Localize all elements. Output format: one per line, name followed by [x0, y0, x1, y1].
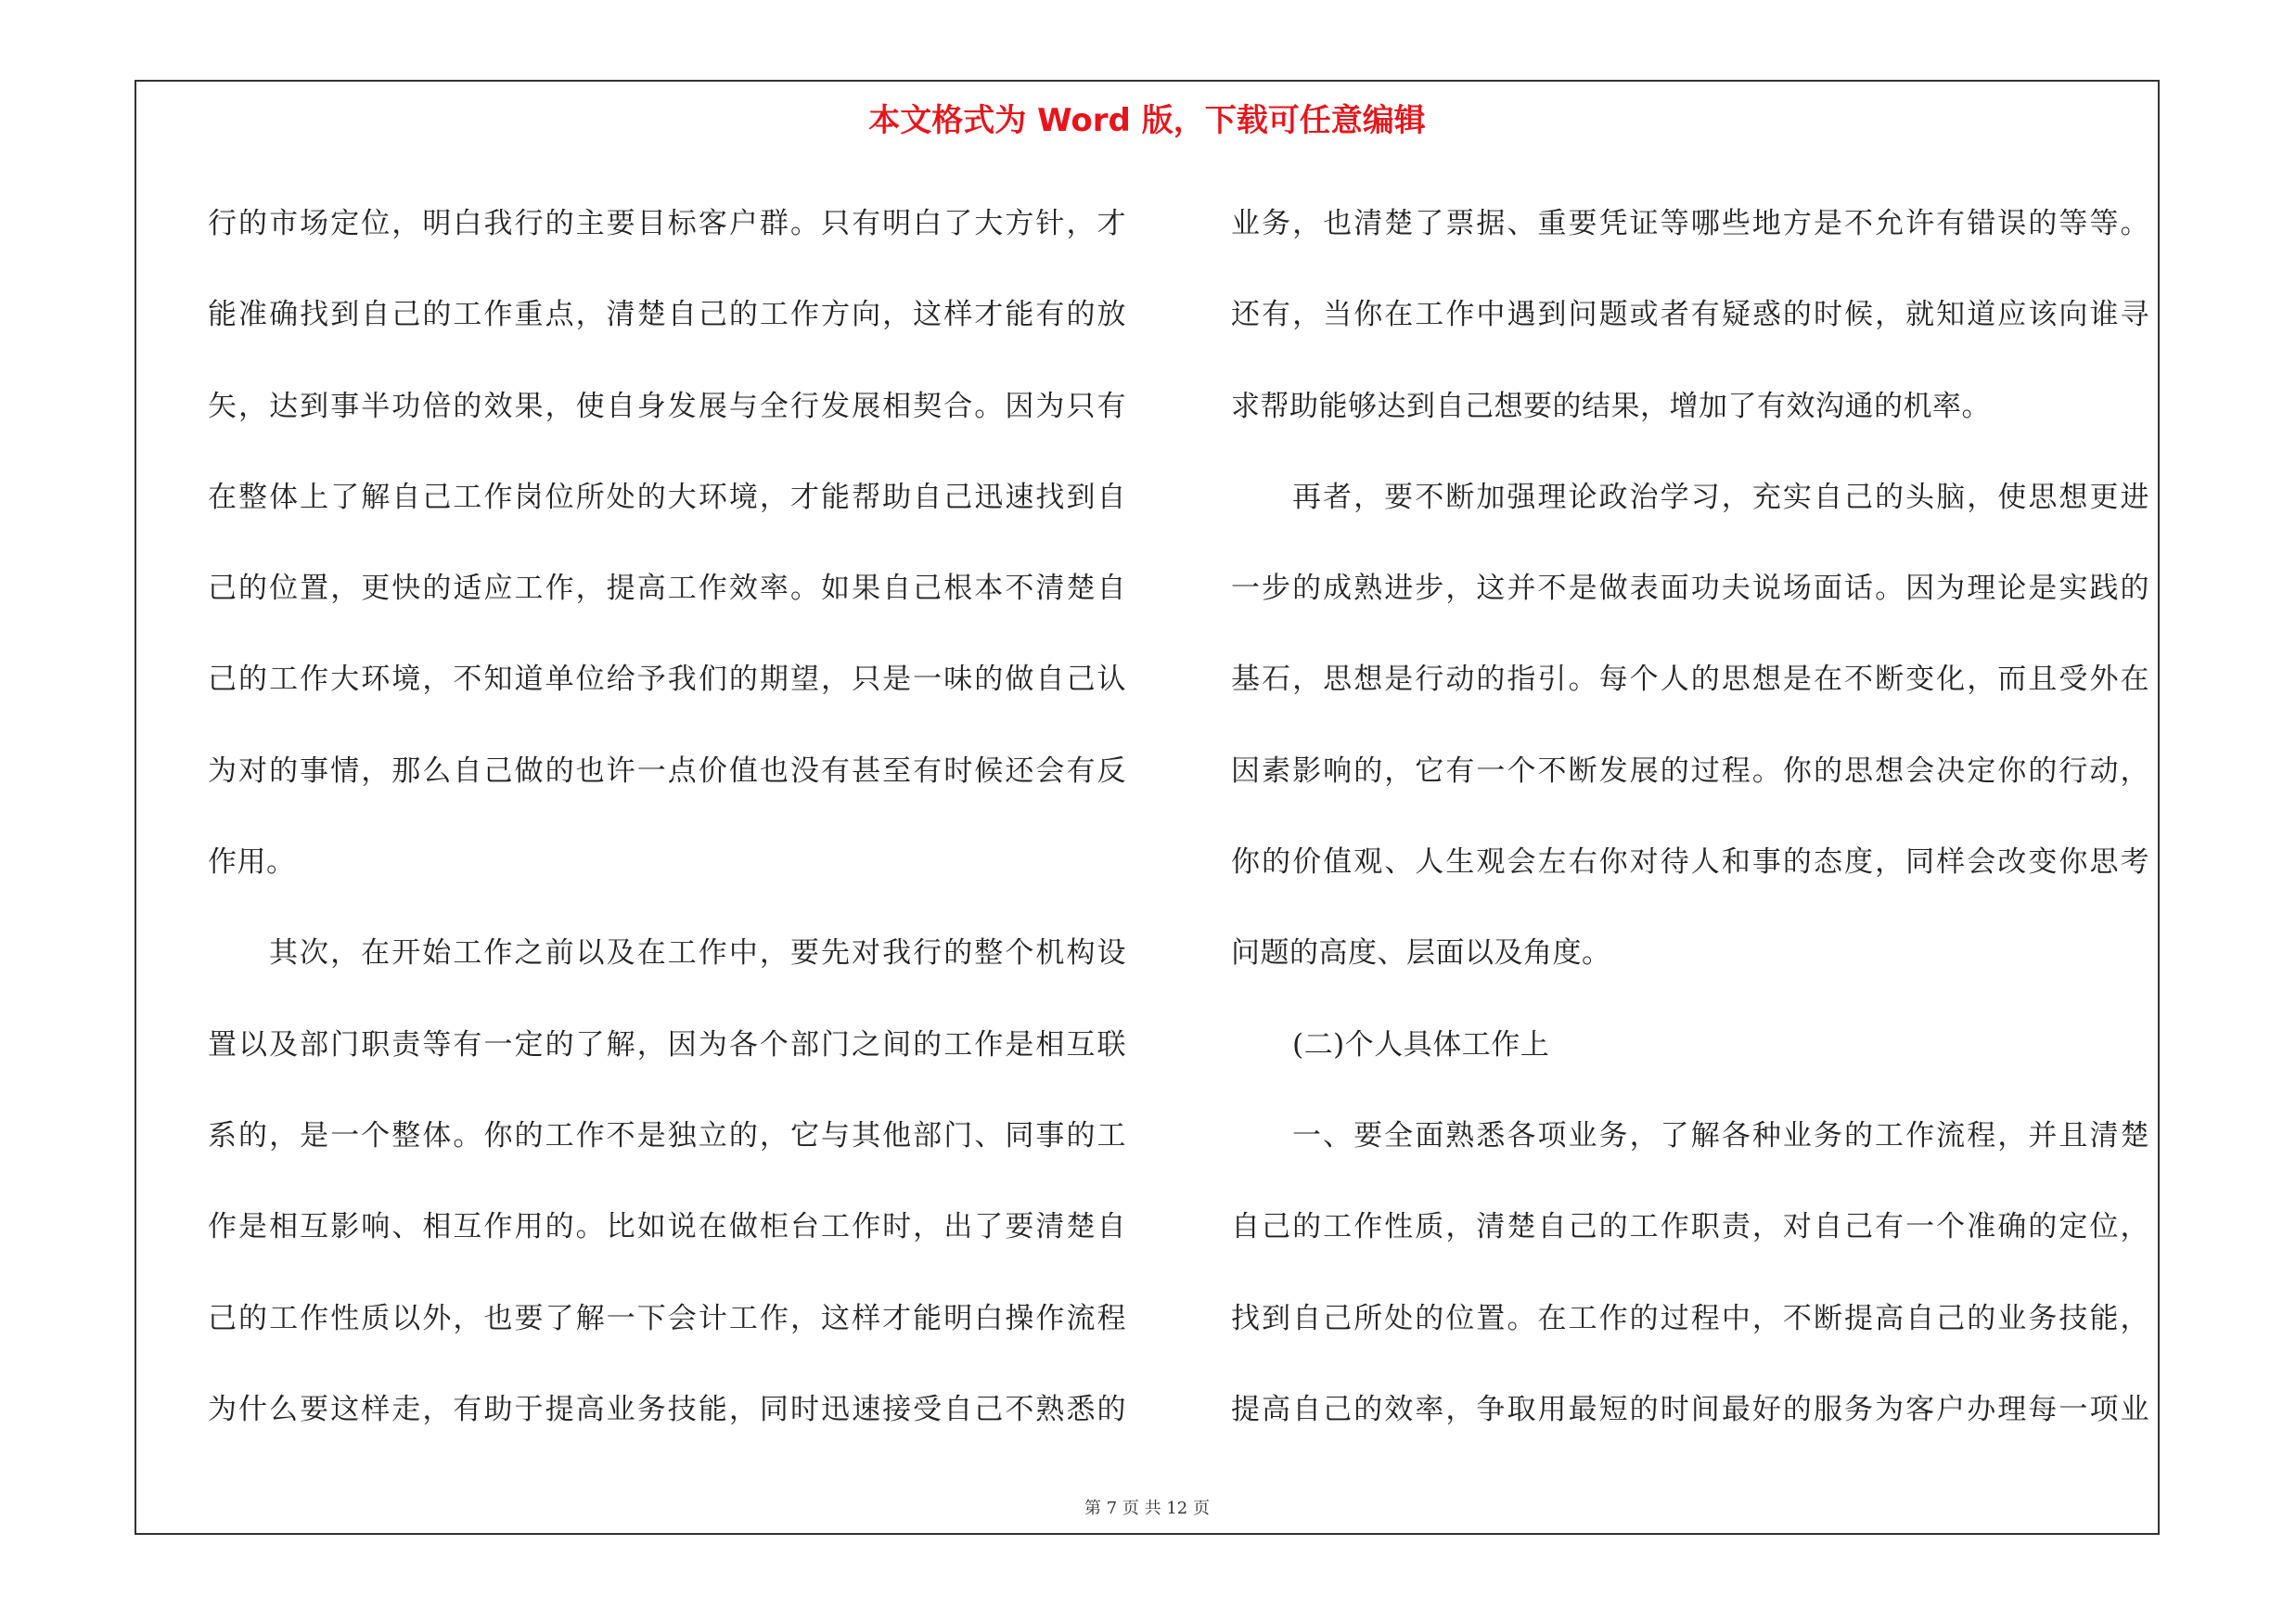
text-line: 因素影响的，它有一个不断发展的过程。你的思想会决定你的行动，: [1231, 754, 2149, 788]
text-line: 在整体上了解自己工作岗位所处的大环境，才能帮助自己迅速找到自: [208, 480, 1126, 514]
text-line: 基石，思想是行动的指引。每个人的思想是在不断变化，而且受外在: [1231, 663, 2149, 697]
right-text-column: [1231, 178, 2149, 1455]
text-line: 己的位置，更快的适应工作，提高工作效率。如果自己根本不清楚自: [208, 572, 1126, 606]
text-line: 能准确找到自己的工作重点，清楚自己的工作方向，这样才能有的放: [208, 298, 1126, 332]
text-line: 业务，也清楚了票据、重要凭证等哪些地方是不允许有错误的等等。: [1231, 207, 2149, 240]
text-line: 己的工作性质以外，也要了解一下会计工作，这样才能明白操作流程: [208, 1301, 1126, 1335]
text-line: 提高自己的效率，争取用最短的时间最好的服务为客户办理每一项业: [1231, 1392, 2149, 1426]
text-line: 一步的成熟进步，这并不是做表面功夫说场面话。因为理论是实践的: [1231, 572, 2149, 606]
text-line: 你的价值观、人生观会左右你对待人和事的态度，同样会改变你思考: [1231, 845, 2149, 880]
format-notice-banner: 本文格式为 Word 版，下载可任意编辑: [868, 102, 1426, 139]
text-line: 为什么要这样走，有助于提高业务技能，同时迅速接受自己不熟悉的: [208, 1392, 1126, 1426]
text-line: 行的市场定位，明白我行的主要目标客户群。只有明白了大方针，才: [208, 207, 1126, 240]
text-line: 找到自己所处的位置。在工作的过程中，不断提高自己的业务技能，: [1231, 1301, 2149, 1335]
section-heading: (二)个人具体工作上: [1292, 1027, 1550, 1062]
left-text-column: [208, 178, 1126, 1455]
paragraph-first-line: 再者，要不断加强理论政治学习，充实自己的头脑，使思想更进: [1292, 480, 2149, 514]
text-line: 还有，当你在工作中遇到问题或者有疑惑的时候，就知道应该向谁寻: [1231, 298, 2149, 332]
text-line: 己的工作大环境，不知道单位给予我们的期望，只是一味的做自己认: [208, 663, 1126, 697]
text-line: 问题的高度、层面以及角度。: [1231, 936, 1611, 971]
text-line: 作用。: [208, 845, 296, 880]
text-line: 求帮助能够达到自己想要的结果，增加了有效沟通的机率。: [1231, 389, 1991, 423]
paragraph-first-line: 一、要全面熟悉各项业务，了解各种业务的工作流程，并且清楚: [1292, 1118, 2149, 1153]
text-line: 系的，是一个整体。你的工作不是独立的，它与其他部门、同事的工: [208, 1118, 1126, 1153]
document-page: [135, 80, 2160, 1535]
text-line: 置以及部门职责等有一定的了解，因为各个部门之间的工作是相互联: [208, 1027, 1126, 1062]
text-line: 矢，达到事半功倍的效果，使自身发展与全行发展相契合。因为只有: [208, 389, 1126, 423]
text-line: 自己的工作性质，清楚自己的工作职责，对自己有一个准确的定位，: [1231, 1210, 2149, 1244]
text-line: 作是相互影响、相互作用的。比如说在做柜台工作时，出了要清楚自: [208, 1210, 1126, 1244]
page-number-footer: 第 7 页 共 12 页: [1084, 1499, 1210, 1518]
text-line: 为对的事情，那么自己做的也许一点价值也没有甚至有时候还会有反: [208, 754, 1126, 788]
paragraph-first-line: 其次，在开始工作之前以及在工作中，要先对我行的整个机构设: [269, 936, 1126, 971]
